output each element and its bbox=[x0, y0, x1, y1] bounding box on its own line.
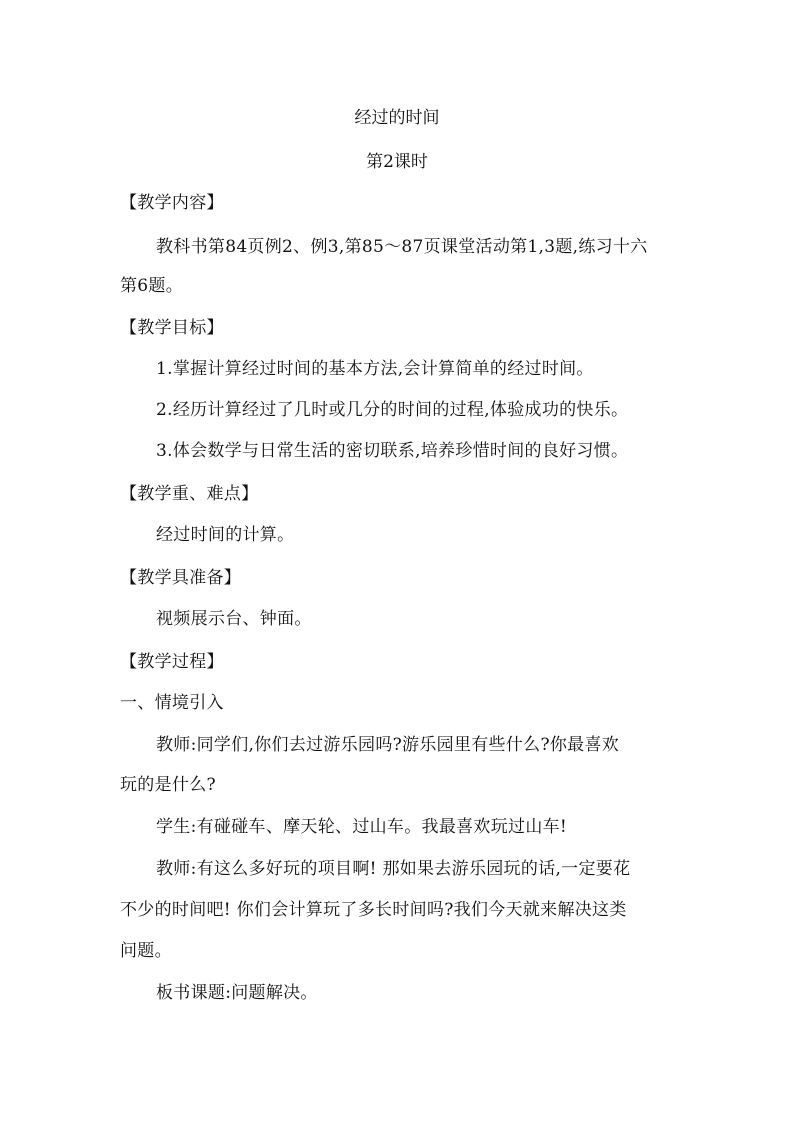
lesson-number: 第2课时 bbox=[366, 152, 428, 172]
dialogue-line: 板书课题:问题解决。 bbox=[156, 983, 318, 1003]
dialogue-line: 教师:同学们,你们去过游乐园吗?游乐园里有些什么?你最喜欢 bbox=[156, 735, 620, 755]
content-line: 第6题。 bbox=[120, 276, 184, 296]
goal-item: 1.掌握计算经过时间的基本方法,会计算简单的经过时间。 bbox=[156, 359, 594, 379]
goal-item: 2.经历计算经过了几时或几分的时间的过程,体验成功的快乐。 bbox=[156, 400, 629, 420]
dialogue-line: 玩的是什么? bbox=[120, 775, 216, 795]
document-title: 经过的时间 bbox=[354, 108, 440, 128]
section-heading-key-points: 【教学重、难点】 bbox=[120, 484, 259, 504]
process-part-heading: 一、情境引入 bbox=[120, 693, 224, 713]
materials-text: 视频展示台、钟面。 bbox=[156, 609, 312, 629]
goal-item: 3.体会数学与日常生活的密切联系,培养珍惜时间的良好习惯。 bbox=[156, 441, 629, 461]
section-heading-process: 【教学过程】 bbox=[120, 652, 224, 672]
content-line: 教科书第84页例2、例3,第85～87页课堂活动第1,3题,练习十六 bbox=[156, 237, 648, 257]
section-heading-goals: 【教学目标】 bbox=[120, 318, 224, 338]
dialogue-line: 不少的时间吧! 你们会计算玩了多长时间吗?我们今天就来解决这类 bbox=[120, 900, 627, 920]
dialogue-line: 问题。 bbox=[120, 941, 172, 961]
section-heading-content: 【教学内容】 bbox=[120, 193, 224, 213]
dialogue-line: 教师:有这么多好玩的项目啊! 那如果去游乐园玩的话,一定要花 bbox=[156, 859, 631, 879]
key-points-text: 经过时间的计算。 bbox=[156, 525, 295, 545]
section-heading-materials: 【教学具准备】 bbox=[120, 568, 242, 588]
dialogue-line: 学生:有碰碰车、摩天轮、过山车。我最喜欢玩过山车! bbox=[156, 817, 568, 837]
